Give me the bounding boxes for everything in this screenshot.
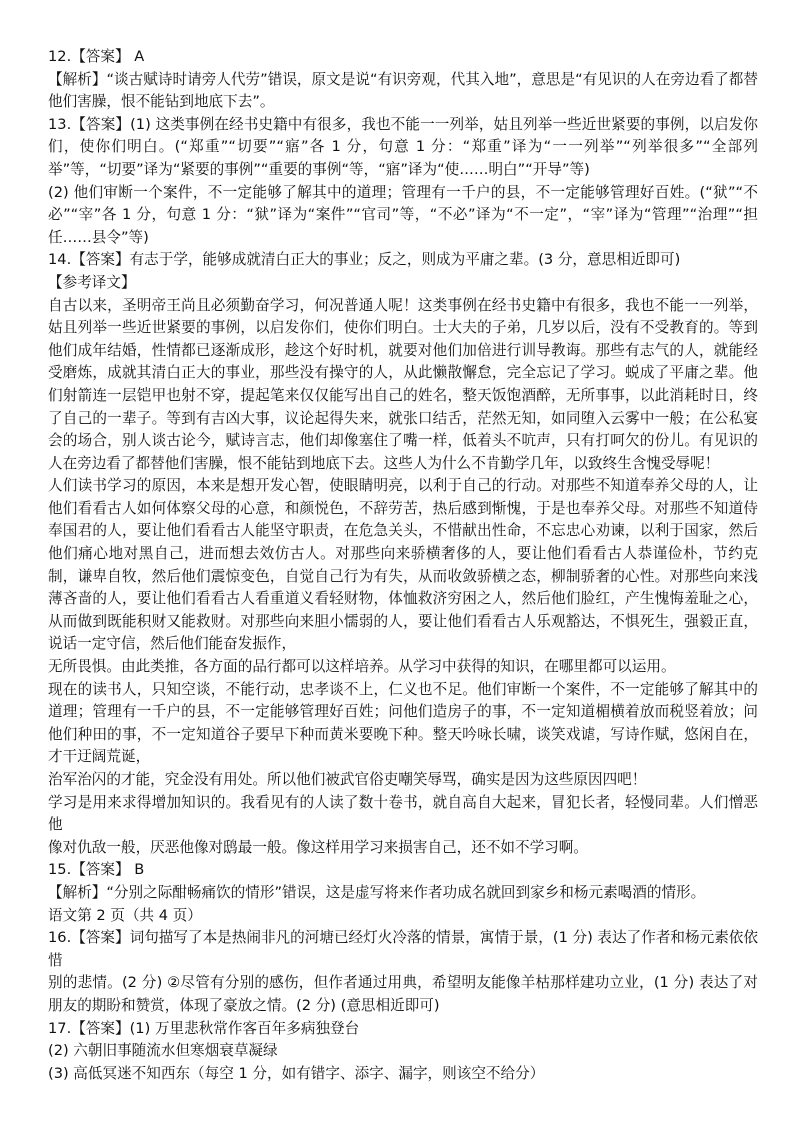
translation-paragraph-6: 学习是用来求得增加知识的。我看见有的人读了数十卷书，就自高自大起来，冒犯长者，轻慢同辈。人们憎恶他 — [48, 793, 758, 834]
q13-answer-2: (2) 他们审断一个案件，不一定能够了解其中的道理；管理有一千户的县，不一定能够管理好百姓。(“狱”“不必”“宰”各 1 分，句意 1 分：“狱”译为“案件”“官司”等，“不必”译为“不一定”，“宰”译为“管理”“治理”“担任……县令”等) — [48, 183, 758, 246]
q15-analysis: 【解析】“分别之际酣畅痛饮的情形”错误，这是虚写将来作者功成名就回到家乡和杨元素喝酒的情形。 — [48, 883, 706, 901]
q15-answer: 15.【答案】 B — [48, 861, 145, 879]
translation-paragraph-4: 现在的读书人，只知空谈，不能行动，忠孝谈不上，仁义也不足。他们审断一个案件，不一定能够了解其中的道理；管理有一千户的县，不一定能够管理好百姓；问他们造房子的事，不一定知道楣横着放而税竖着放；问他们种田的事，不一定知道谷子要早下种而黄米要晚下种。整天吟咏长啸，谈笑戏谑，写诗作赋，悠闲自在，才干迂阔荒诞， — [48, 680, 758, 766]
q17-answer-1: 17.【答案】(1) 万里悲秋常作客百年多病独登台 — [48, 1019, 360, 1037]
translation-paragraph-5: 治军治闪的才能，究金没有用处。所以他们被武官俗吏嘲笑辱骂，确实是因为这些原因四吧！ — [48, 771, 647, 788]
q16-answer-cont: 别的悲情。(2 分) ②尽管有分别的感伤，但作者通过用典，希望明友能像羊枯那样建功立业，(1 分) 表达了对朋友的期盼和赞赏，体现了豪放之情。(2 分) (意思相近即可) — [48, 974, 758, 1014]
translation-paragraph-1: 自古以来，圣明帝王尚且必须勤奋学习，何况普通人呢！这类事例在经书史籍中有很多，我也不能一一列举，姑且列举一些近世紧要的事例，以启发你们，使你们明白。士大夫的子弟，几岁以后，没有不受教育的。等到他们成年结婚，性情都已逐渐成形，趁这个好时机，就要对他们加倍进行训导教诲。那些有志气的人，就能经受磨炼，成就其清白正大的事业，那些没有操守的人，从此懒散懈怠，完全忘记了学习。蜕成了平庸之辈。他们射箭连一层铠甲也射不穿，提起笔来仅仅能写出自己的姓名，整天饭饱酒醉，无所事事，以此消耗时日，终了自己的一辈子。等到有吉凶大事，议论起得失来，就张口结舌，茫然无知，如同堕入云雾中一般；在公私宴会的场合，别人谈古论今，赋诗言志，他们却像塞住了嘴一样，低着头不吭声，只有打呵欠的份儿。有见识的人在旁边看了都替他们害臊，恨不能钻到地底下去。这些人为什么不肯勤学几年，以致终生含愧受辱呢！ — [48, 296, 758, 472]
page-footer: 语文第 2 页（共 4 页） — [48, 906, 202, 924]
translation-paragraph-7: 像对仇敌一般，厌恶他像对鸱最一般。像这样用学习来损害自己，还不如不学习啊。 — [48, 838, 588, 856]
answer-key-page — [48, 46, 758, 1085]
q14-answer: 14.【答案】有志于学，能够成就清白正大的事业；反之，则成为平庸之辈。(3 分，意思相近即可) — [48, 251, 681, 269]
q12-analysis: 【解析】“谈古赋诗时请旁人代劳”错误，原文是说“有识旁观，代其入地”，意思是“有见识的人在旁边看了都替他们害臊，恨不能钻到地底下去”。 — [48, 70, 758, 111]
q17-answer-3: (3) 高低冥迷不知西东（每空 1 分，如有错字、添字、漏字，则该空不给分） — [48, 1064, 545, 1082]
q17-answer-2: (2) 六朝旧事随流水但寒烟衰草凝绿 — [48, 1042, 278, 1060]
q12-answer: 12.【答案】 A — [48, 48, 145, 65]
translation-paragraph-2: 人们读书学习的原因，本来是想开发心智，使眼睛明亮，以利于自己的行动。对那些不知道奉养父母的人，让他们看看古人如何体察父母的心意，和颜悦色，不辞劳苦，热后感到惭愧，于是也奉养父母。对那些不知道侍奉国君的人，要让他们看看古人能坚守职责，在危急关头，不惜献出性命，不忘忠心劝谏，以利于国家，然后他们痛心地对黑自己，进而想去效仿古人。对那些向来骄横奢侈的人，要让他们看看古人恭谨俭朴，节约克制，谦卑自牧，然后他们震惊变色，自觉自己行为有失，从而收敛骄横之态，柳制骄奢的心性。对那些向来浅薄吝啬的人，要让他们看看古人看重道义看轻财物，体恤救济穷困之人，然后他们脸红，产生愧悔羞耻之心，从而做到既能积财又能救财。对那些向来胆小懦弱的人，要让他们看看古人乐观豁达，不惧死生，强毅正直，说话一定守信，然后他们能奋发振作， — [48, 477, 758, 653]
translation-paragraph-3: 无所畏惧。由此类推，各方面的品行都可以这样培养。从学习中获得的知识，在哪里都可以运用。 — [48, 658, 676, 676]
translation-heading: 【参考译文】 — [48, 273, 136, 291]
q13-answer-1: 13.【答案】(1) 这类事例在经书史籍中有很多，我也不能一一列举，姑且列举一些近世紧要的事例，以启发你们，使你们明白。(“郑重”“切要”“寤”各 1 分，句意 1 分：“郑重”译为“一一列举”“列举很多”“全部列举”等，“切要”译为“紧要的事例”“重要的事例“等，“寤”译为“使……明白”“开导”等) — [48, 115, 758, 178]
q16-answer: 16.【答案】词句描写了本是热闹非凡的河塘已经灯火冷落的情景，寓情于景，(1 分) 表达了作者和杨元素依依惜 — [48, 929, 758, 969]
